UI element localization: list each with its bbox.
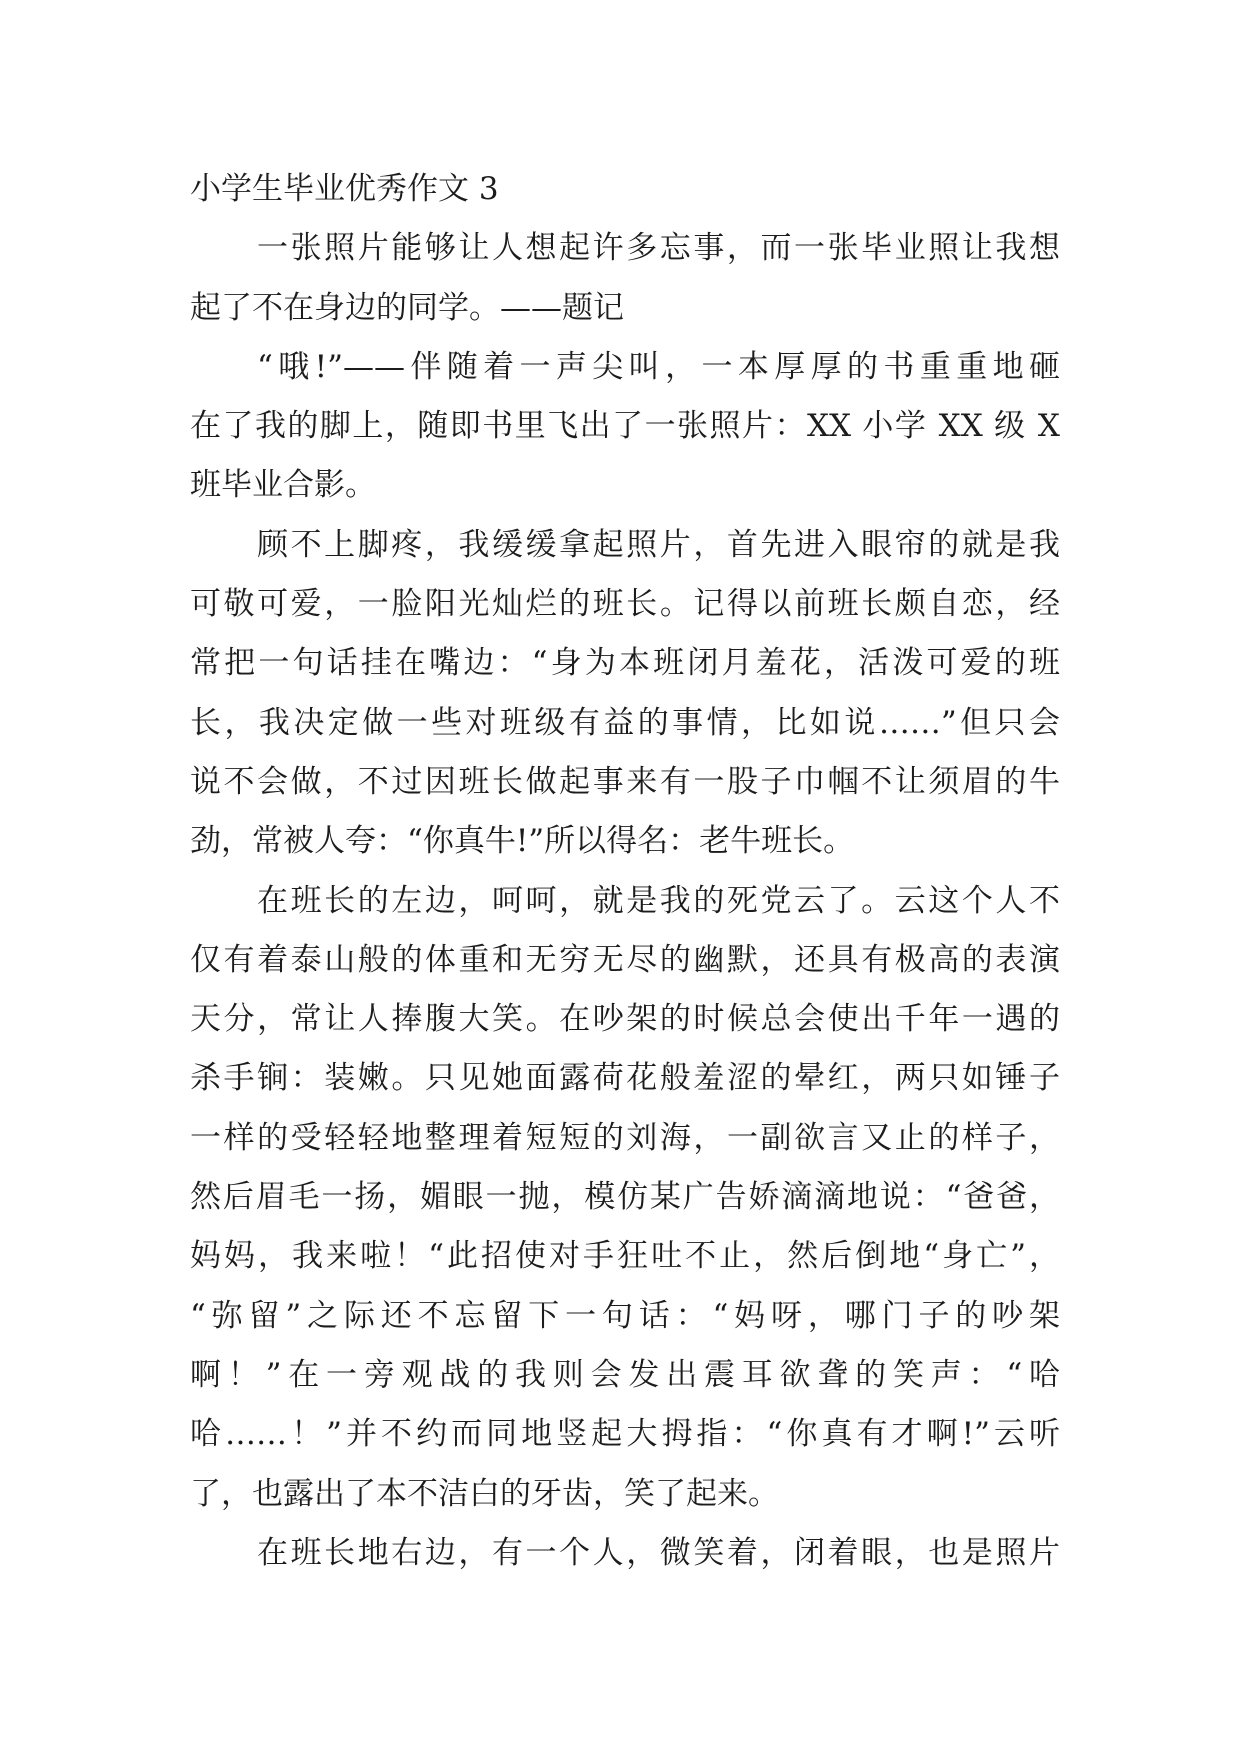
- text-line: 劲，常被人夸：“你真牛!”所以得名：老牛班长。: [190, 823, 855, 860]
- document-title: 小学生毕业优秀作文 3: [190, 171, 499, 207]
- text-line: 顾不上脚疼，我缓缓拿起照片，首先进入眼帘的就是我: [257, 526, 1060, 563]
- paragraph-epigraph: [190, 219, 1060, 338]
- text-line: 说不会做，不过因班长做起事来有一股子巾帼不让须眉的牛: [190, 763, 1060, 800]
- paragraph: [190, 338, 1060, 516]
- text-line: “哦!”——伴随着一声尖叫，一本厚厚的书重重地砸: [257, 348, 1060, 385]
- text-line: 啊！”在一旁观战的我则会发出震耳欲聋的笑声：“哈: [190, 1356, 1060, 1393]
- text-line: 一样的受轻轻地整理着短短的刘海，一副欲言又止的样子，: [190, 1119, 1060, 1156]
- text-line: 起了不在身边的同学。——题记: [190, 289, 624, 326]
- text-line: 可敬可爱，一脸阳光灿烂的班长。记得以前班长颇自恋，经: [190, 586, 1060, 623]
- text-line: 一张照片能够让人想起许多忘事，而一张毕业照让我想: [257, 230, 1060, 267]
- text-line: 长，我决定做一些对班级有益的事情，比如说……”但只会: [190, 704, 1060, 741]
- paragraph: [190, 516, 1060, 872]
- text-line: 在班长的左边，呵呵，就是我的死党云了。云这个人不: [257, 882, 1060, 919]
- text-line: 然后眉毛一扬，媚眼一抛，模仿某广告娇滴滴地说：“爸爸，: [190, 1179, 1060, 1216]
- text-line: 仅有着泰山般的体重和无穷无尽的幽默，还具有极高的表演: [190, 941, 1060, 978]
- text-line: 在班长地右边，有一个人，微笑着，闭着眼，也是照片: [257, 1534, 1060, 1571]
- document-body: [190, 160, 1060, 1583]
- text-line: 妈妈，我来啦！“此招使对手狂吐不止，然后倒地“身亡”，: [190, 1238, 1060, 1275]
- text-line: 天分，常让人捧腹大笑。在吵架的时候总会使出千年一遇的: [190, 1001, 1060, 1038]
- text-line: 了，也露出了本不洁白的牙齿，笑了起来。: [190, 1475, 779, 1512]
- text-line: 哈……！”并不约而同地竖起大拇指：“你真有才啊!”云听: [190, 1416, 1060, 1453]
- text-line: 杀手锏：装嫩。只见她面露荷花般羞涩的晕红，两只如锤子: [190, 1060, 1060, 1097]
- paragraph: [190, 1524, 1060, 1583]
- paragraph: [190, 872, 1060, 1524]
- text-line: 班毕业合影。: [190, 467, 376, 504]
- text-line: 在了我的脚上，随即书里飞出了一张照片：XX 小学 XX 级 X: [190, 408, 1060, 445]
- text-line: 常把一句话挂在嘴边：“身为本班闭月羞花，活泼可爱的班: [190, 645, 1060, 682]
- text-line: “弥留”之际还不忘留下一句话：“妈呀，哪门子的吵架: [190, 1297, 1060, 1334]
